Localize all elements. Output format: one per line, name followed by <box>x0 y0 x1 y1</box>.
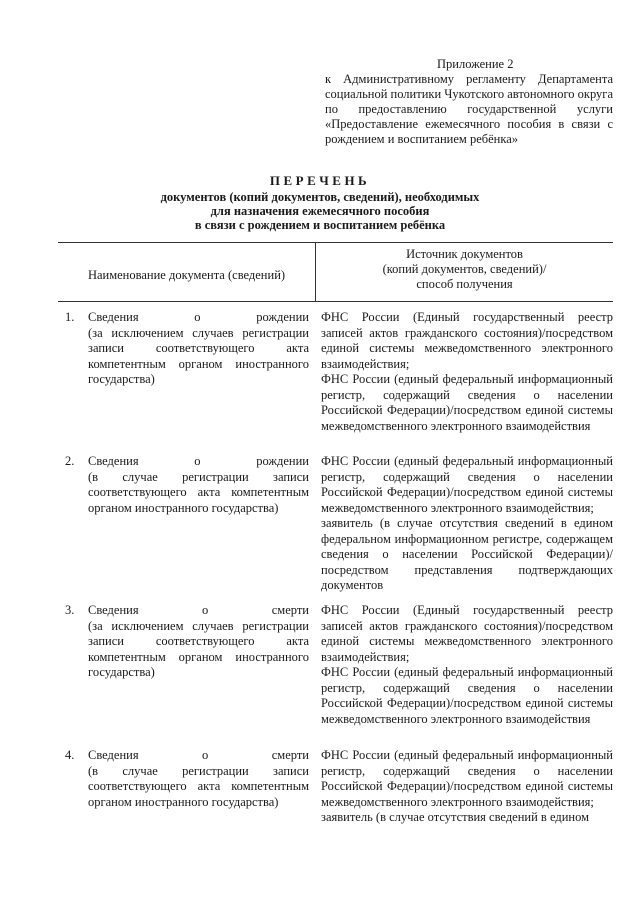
heading-line-3: в связи с рождением и воспитанием ребёнка <box>194 218 446 232</box>
document-heading <box>40 172 600 232</box>
row-document-lead: Сведения о смерти <box>88 748 309 762</box>
col-header-source-line-2: (копий документов, сведений)/ <box>382 262 547 276</box>
row-source <box>313 454 613 594</box>
row-source-item: ФНС России (единый федеральный информационный регистр, содержащий сведения о населении Российской Федерации)/посредством единой системы межведомственного электронного взаимодействия; <box>321 748 613 809</box>
table-row <box>58 748 613 826</box>
row-number: 3. <box>65 603 75 617</box>
heading-line-2: для назначения ежемесячного пособия <box>210 204 430 218</box>
row-source <box>313 748 613 826</box>
row-source-item: ФНС России (Единый государственный реестр записей актов гражданского состояния)/посредством единой системы межведомственного электронного взаимодействия; <box>321 310 613 371</box>
row-source-item: ФНС России (единый федеральный информационный регистр, содержащий сведения о населении Российской Федерации)/посредством единой системы межведомственного электронного взаимодействия <box>321 372 613 433</box>
table-row <box>58 603 613 727</box>
row-number: 2. <box>65 454 75 468</box>
table-header <box>58 242 613 302</box>
col-header-source <box>316 243 613 301</box>
row-source-item: ФНС России (единый федеральный информационный регистр, содержащий сведения о населении Российской Федерации)/посредством единой системы межведомственного электронного взаимодействия <box>321 665 613 726</box>
row-number: 4. <box>65 748 75 762</box>
row-document-rest: (в случае регистрации записи соответствующего акта компетентным органом иностранного государства) <box>88 763 309 809</box>
table-row <box>58 310 613 434</box>
col-header-source-line-1: Источник документов <box>406 247 523 261</box>
documents-table <box>58 242 613 824</box>
row-source-item: ФНС России (Единый государственный реестр записей актов гражданского состояния)/посредством единой системы межведомственного электронного взаимодействия; <box>321 603 613 664</box>
appendix-block <box>325 57 613 147</box>
row-document-lead: Сведения о смерти <box>88 603 309 617</box>
appendix-title: Приложение 2 <box>437 57 514 71</box>
row-source-item: ФНС России (единый федеральный информационный регистр, содержащий сведения о населении Российской Федерации)/посредством единой системы межведомственного электронного взаимодействия; <box>321 454 613 515</box>
appendix-body: к Административному регламенту Департамента социальной политики Чукотского автономного округа по предоставлению государственной услуги «Предоставление ежемесячного пособия в связи с рождением и воспитанием ребёнка» <box>325 72 613 146</box>
col-header-source-line-3: способ получения <box>416 277 513 291</box>
row-number: 1. <box>65 310 75 324</box>
row-source-item: заявитель (в случае отсутствия сведений в едином федеральном информационном регистре, содержащем сведения о населении Российской Федерации)/посредством представления подтверждающих документов <box>321 516 613 592</box>
table-row <box>58 454 613 594</box>
row-document <box>88 748 313 826</box>
heading-line-1: документов (копий документов, сведений), необходимых <box>160 190 480 204</box>
col-header-document: Наименование документа (сведений) <box>58 243 316 301</box>
row-source <box>313 310 613 434</box>
heading-title: ПЕРЕЧЕНЬ <box>269 173 371 188</box>
row-document-rest: (за исключением случаев регистрации записи соответствующего акта компетентным органом иностранного государства) <box>88 618 309 679</box>
row-document <box>88 603 313 727</box>
row-source <box>313 603 613 727</box>
row-document-rest: (за исключением случаев регистрации записи соответствующего акта компетентным органом иностранного государства) <box>88 325 309 386</box>
row-document <box>88 310 313 434</box>
row-document-lead: Сведения о рождении <box>88 310 309 324</box>
row-document-rest: (в случае регистрации записи соответствующего акта компетентным органом иностранного государства) <box>88 469 309 515</box>
row-source-item: заявитель (в случае отсутствия сведений в едином <box>321 810 589 824</box>
row-document-lead: Сведения о рождении <box>88 454 309 468</box>
row-document <box>88 454 313 594</box>
